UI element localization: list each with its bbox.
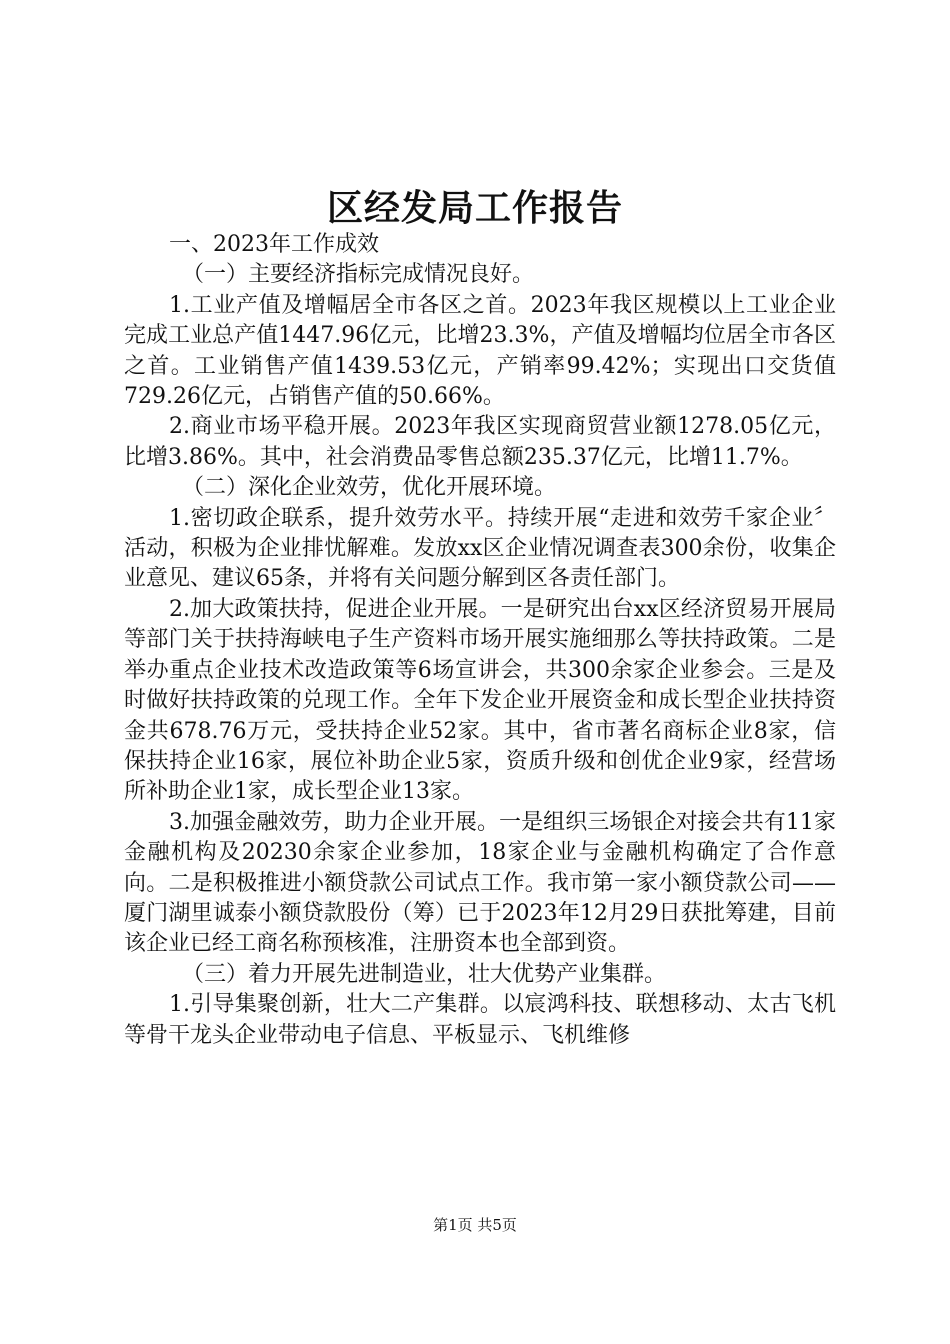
body-paragraph: 3.加强金融效劳，助力企业开展。一是组织三场银企对接会共有11家金融机构及20230余家企业参加，18家企业与金融机构确定了合作意向。二是积极推进小额贷款公司试点工作。我市第一家小额贷款公司——厦门湖里诚泰小额贷款股份（筹）已于2023年12月29日获批筹建，目前该企业已经工商名称预核准，注册资本也全部到资。 xyxy=(124,809,836,957)
document-body xyxy=(124,230,836,1051)
body-paragraph: 1.引导集聚创新，壮大二产集群。以宸鸿科技、联想移动、太古飞机等骨干龙头企业带动电子信息、平板显示、飞机维修 xyxy=(124,992,836,1048)
subsection-heading: （一）主要经济指标完成情况良好。 xyxy=(182,262,535,288)
body-paragraph: 1.密切政企联系，提升效劳水平。持续开展“走进和效劳千家企业〞活动，积极为企业排忧解难。发放xx区企业情况调查表300余份，收集企业意见、建议65条，并将有关问题分解到区各责任部门。 xyxy=(124,505,836,592)
page-number: 第1页 共5页 xyxy=(433,1216,517,1234)
document-title: 区经发局工作报告 xyxy=(326,187,623,229)
section-heading: 一、2023年工作成效 xyxy=(169,232,379,257)
body-paragraph: 1.工业产值及增幅居全市各区之首。2023年我区规模以上工业企业完成工业总产值1447.96亿元，比增23.3%，产值及增幅均位居全市各区之首。工业销售产值1439.53亿元，产销率99.42%；实现出口交货值729.26亿元，占销售产值的50.66%。 xyxy=(124,292,836,410)
subsection-heading: （三）着力开展先进制造业，壮大优势产业集群。 xyxy=(182,961,667,987)
body-paragraph: 2.商业市场平稳开展。2023年我区实现商贸营业额1278.05亿元，比增3.86%。其中，社会消费品零售总额235.37亿元，比增11.7%。 xyxy=(124,414,836,470)
subsection-heading: （二）深化企业效劳，优化开展环境。 xyxy=(182,475,557,501)
body-paragraph: 2.加大政策扶持，促进企业开展。一是研究出台xx区经济贸易开展局等部门关于扶持海峡电子生产资料市场开展实施细那么等扶持政策。二是举办重点企业技术改造政策等6场宣讲会，共300余家企业参会。三是及时做好扶持政策的兑现工作。全年下发企业开展资金和成长型企业扶持资金共678.76万元，受扶持企业52家。其中，省市著名商标企业8家，信保扶持企业16家，展位补助企业5家，资质升级和创优企业9家，经营场所补助企业1家，成长型企业13家。 xyxy=(124,596,836,805)
